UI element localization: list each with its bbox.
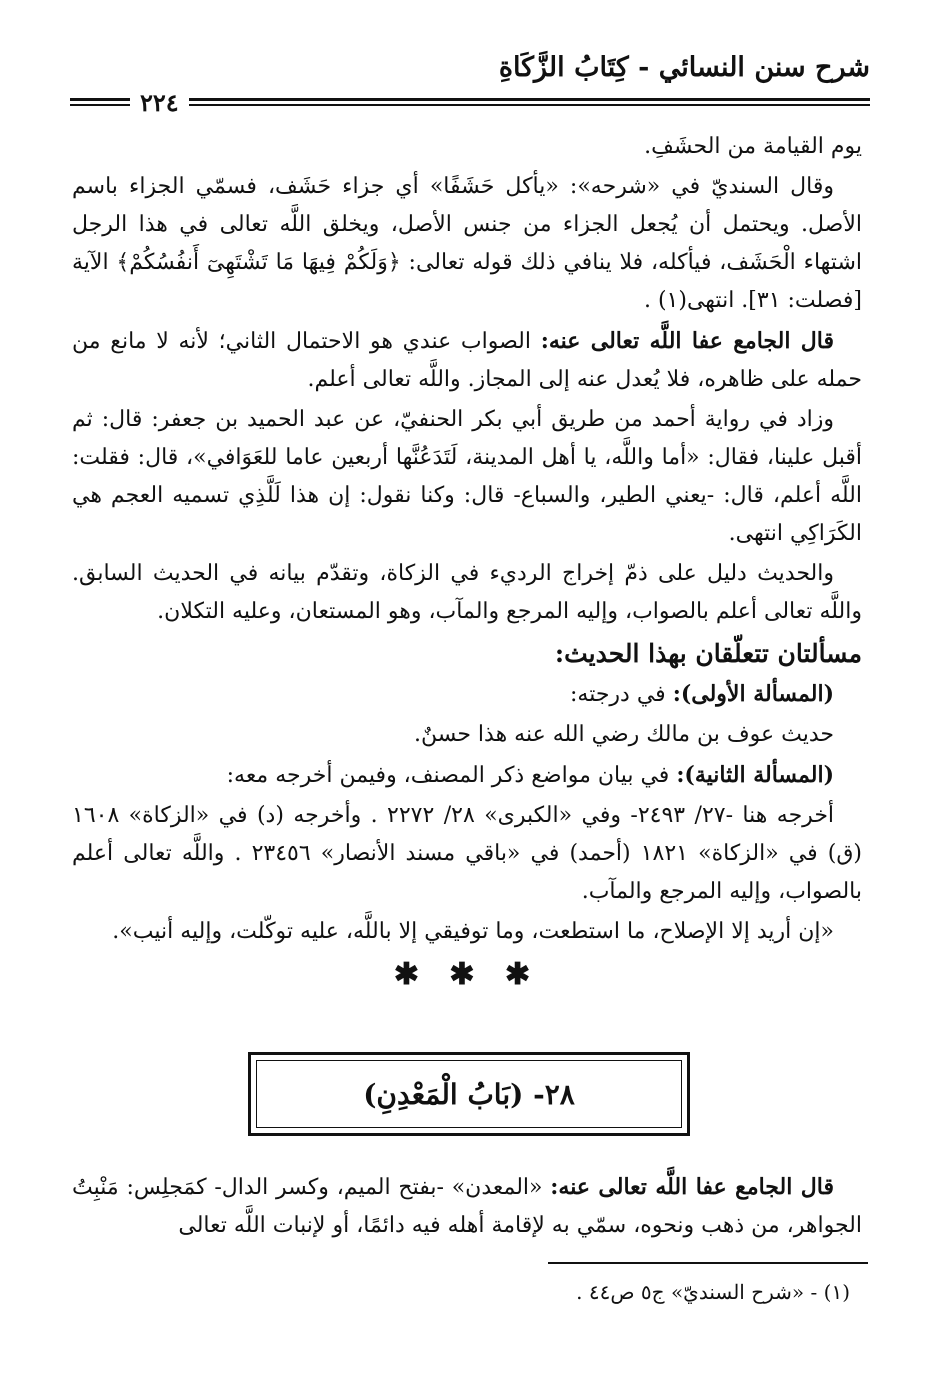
footnote: (١) - «شرح السنديّ» ج٥ ص٤٤ . [576, 1280, 850, 1304]
issue-body: في بيان مواضع ذكر المصنف، وفيمن أخرجه معه: [226, 763, 677, 788]
issue-line [72, 675, 862, 714]
paragraph-lead: قال الجامع عفا اللَّه تعالى عنه: [550, 1174, 834, 1200]
header-rule [70, 98, 870, 101]
paragraph [72, 1168, 862, 1245]
section-heading: مسألتان تتعلّقان بهذا الحديث: [554, 639, 862, 668]
paragraph: وقال السنديّ في «شرحه»: «يأكل حَشَفًا» أي جزاء حَشَف، فسمّي الجزاء باسم الأصل. ويحتمل أن يُجعل الجزاء من جنس الأصل، ويخلق اللَّه تعالى في هذا الرجل اشتهاء الْحَشَف، فيأكله، فلا ينافي ذلك قوله تعالى: ﴿وَلَكُمْ فِيهَا مَا تَشْتَهِىٓ أَنفُسُكُمْ﴾ الآية [فصلت: ٣١]. انتهى(١) . [72, 174, 862, 313]
paragraph: والحديث دليل على ذمّ إخراج الرديء في الزكاة، وتقدّم بيانه في الحديث السابق. واللَّه تعالى أعلم بالصواب، وإليه المرجع والمآب، وهو المستعان، وعليه التكلان. [72, 561, 862, 624]
page-number: ٢٢٤ [130, 88, 189, 117]
paragraph: يوم القيامة من الحشَفِ. [644, 134, 862, 159]
issue-line: حديث عوف بن مالك رضي الله عنه هذا حسنٌ. [413, 722, 834, 747]
page-header [70, 52, 870, 117]
footnote-rule [548, 1262, 868, 1264]
paragraph [72, 322, 862, 399]
paragraph-lead: قال الجامع عفا اللَّه تعالى عنه: [540, 328, 835, 354]
separator-stars: ✱ ✱ ✱ [393, 957, 541, 992]
paragraph: وزاد في رواية أحمد من طريق أبي بكر الحنفيّ، عن عبد الحميد بن جعفر: قال: ثم أقبل علينا، فقال: «أما واللَّه، يا أهل المدينة، لَتَدَعُنَّها أربعين عاما للعَوَافي»، قال: فقلت: اللَّه أعلم، قال: -يعني الطير، والسباع- قال: وكنا نقول: إن هذا لَلَّذِي تسميه العجم هي الكَرَاكِي انتهى. [72, 407, 862, 546]
chapter-body [72, 1168, 862, 1247]
chapter-title: ٢٨- (بَابُ الْمَعْدِنِ) [256, 1060, 682, 1128]
issue-lead: (المسألة الأولى): [672, 681, 834, 707]
issue-line: «إن أريد إلا الإصلاح، ما استطعت، وما توفيقي إلا باللَّه، عليه توكّلت، وإليه أنيب». [112, 919, 834, 944]
issue-line [72, 756, 862, 795]
issue-line: أخرجه هنا -٢٧/ ٢٤٩٣- وفي «الكبرى» ٢٨/ ٢٢٧٢ . وأخرجه (د) في «الزكاة» ١٦٠٨ (ق) في «الزكاة» ١٨٢١ (أحمد) في «باقي مسند الأنصار» ٢٣٤٥٦ . واللَّه تعالى أعلم بالصواب، وإليه المرجع والمآب. [72, 803, 862, 904]
issue-lead: (المسألة الثانية): [676, 762, 834, 788]
header-rule-double [70, 104, 870, 106]
issue-body: في درجته: [569, 682, 673, 707]
paragraph-body: «المعدن» -بفتح الميم، وكسر الدال- كمَجلِس: مَنْبِتُ الجواهر، من ذهب ونحوه، سمّي به لإقامة أهله فيه دائمًا، أو لإنبات اللَّه تعالى [72, 1175, 862, 1238]
main-text [72, 128, 862, 995]
chapter-title-box [248, 1052, 690, 1136]
paragraph-body: الصواب عندي هو الاحتمال الثاني؛ لأنه لا مانع من حمله على ظاهره، فلا يُعدل عنه إلى المجاز. واللَّه تعالى أعلم. [72, 329, 862, 392]
running-title: شرح سنن النسائي - كِتَابُ الزَّكَاةِ [498, 52, 870, 83]
